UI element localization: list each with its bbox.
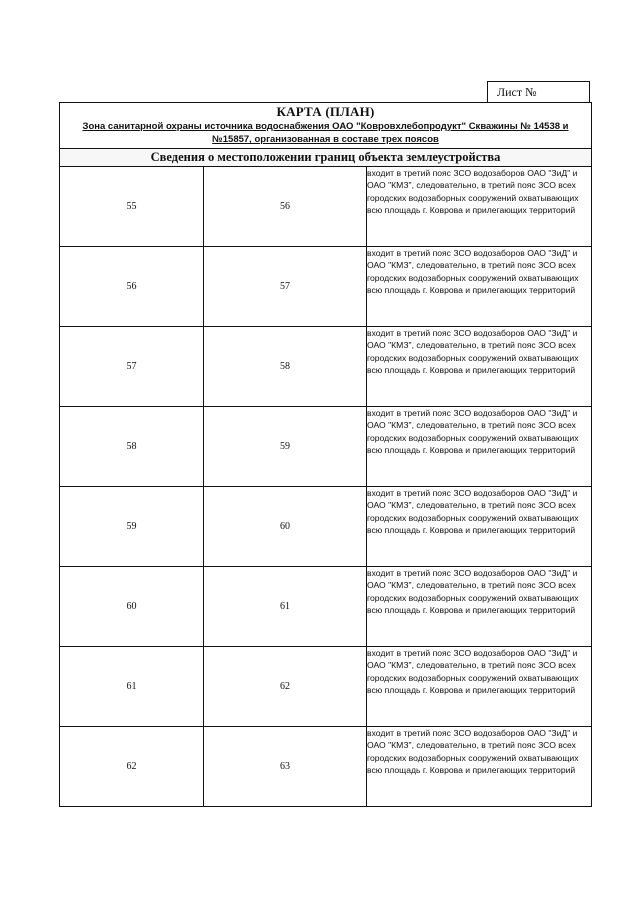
table-row (60, 567, 592, 647)
table-row (60, 487, 592, 567)
boundary-table (59, 102, 592, 807)
table-row (60, 407, 592, 487)
table-row (60, 167, 592, 247)
table-row (60, 727, 592, 807)
row-note: входит в третий пояс ЗСО водозаборов ОАО "ЗиД" и ОАО "КМЗ", следовательно, в третий пояс ЗСО всех городских водозаборных сооружений охватывающих всю площадь г. Коврова и прилегающих территорий (367, 647, 592, 727)
point-to: 58 (204, 327, 367, 407)
point-from: 59 (60, 487, 204, 567)
point-to: 61 (204, 567, 367, 647)
point-from: 55 (60, 167, 204, 247)
point-from: 60 (60, 567, 204, 647)
table-header-cell (60, 103, 592, 149)
row-note: входит в третий пояс ЗСО водозаборов ОАО "ЗиД" и ОАО "КМЗ", следовательно, в третий пояс ЗСО всех городских водозаборных сооружений охватывающих всю площадь г. Коврова и прилегающих территорий (367, 407, 592, 487)
row-note: входит в третий пояс ЗСО водозаборов ОАО "ЗиД" и ОАО "КМЗ", следовательно, в третий пояс ЗСО всех городских водозаборных сооружений охватывающих всю площадь г. Коврова и прилегающих территорий (367, 327, 592, 407)
point-to: 56 (204, 167, 367, 247)
row-note: входит в третий пояс ЗСО водозаборов ОАО "ЗиД" и ОАО "КМЗ", следовательно, в третий пояс ЗСО всех городских водозаборных сооружений охватывающих всю площадь г. Коврова и прилегающих территорий (367, 487, 592, 567)
page-title: КАРТА (ПЛАН) (276, 104, 375, 119)
point-to: 63 (204, 727, 367, 807)
point-to: 57 (204, 247, 367, 327)
point-from: 61 (60, 647, 204, 727)
table-row (60, 647, 592, 727)
point-to: 60 (204, 487, 367, 567)
row-note: входит в третий пояс ЗСО водозаборов ОАО "ЗиД" и ОАО "КМЗ", следовательно, в третий пояс ЗСО всех городских водозаборных сооружений охватывающих всю площадь г. Коврова и прилегающих территорий (367, 167, 592, 247)
row-note: входит в третий пояс ЗСО водозаборов ОАО "ЗиД" и ОАО "КМЗ", следовательно, в третий пояс ЗСО всех городских водозаборных сооружений охватывающих всю площадь г. Коврова и прилегающих территорий (367, 247, 592, 327)
sheet-number-label: Лист № (497, 85, 537, 99)
sheet-number-box (487, 81, 590, 103)
point-from: 56 (60, 247, 204, 327)
table-header-row (60, 103, 592, 149)
table-row (60, 247, 592, 327)
point-from: 58 (60, 407, 204, 487)
document-subtitle: Зона санитарной охраны источника водоснабжения ОАО "Ковровхлебопродукт" Скважины № 14538 и №15857, организованная в составе трех поясов (82, 121, 569, 145)
point-from: 57 (60, 327, 204, 407)
section-row (60, 149, 592, 167)
point-from: 62 (60, 727, 204, 807)
row-note: входит в третий пояс ЗСО водозаборов ОАО "ЗиД" и ОАО "КМЗ", следовательно, в третий пояс ЗСО всех городских водозаборных сооружений охватывающих всю площадь г. Коврова и прилегающих территорий (367, 567, 592, 647)
row-note: входит в третий пояс ЗСО водозаборов ОАО "ЗиД" и ОАО "КМЗ", следовательно, в третий пояс ЗСО всех городских водозаборных сооружений охватывающих всю площадь г. Коврова и прилегающих территорий (367, 727, 592, 807)
table-row (60, 327, 592, 407)
section-heading: Сведения о местоположении границ объекта землеустройства (60, 149, 592, 167)
point-to: 59 (204, 407, 367, 487)
point-to: 62 (204, 647, 367, 727)
